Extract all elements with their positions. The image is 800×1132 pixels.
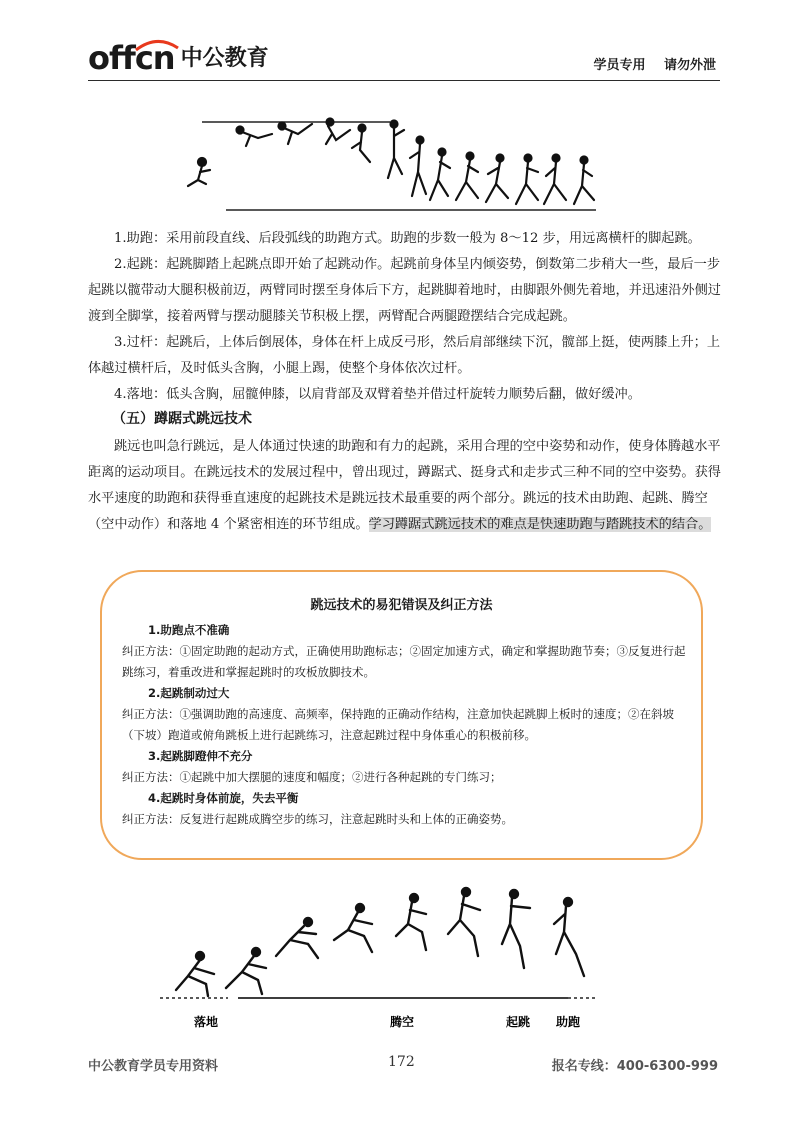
- error-item-heading: 1.助跑点不准确: [148, 623, 230, 637]
- paragraph-bar-clearance: 3.过杆：起跳后，上体后倒展体，身体在杆上成反弓形，然后肩部继续下沉，髋部上挺，使两膝上升；上体越过横杆后，及时低头含胸，小腿上踢，使整个身体依次过杆。: [88, 335, 721, 376]
- label-landing: 落地: [194, 1015, 219, 1029]
- box-body: [122, 620, 687, 830]
- correction-text: 纠正方法：①起跳中加大摆腿的速度和幅度；②进行各种起跳的专门练习；: [122, 770, 502, 784]
- paragraph-long-jump-main: 跳远也叫急行跳远，是人体通过快速的助跑和有力的起跳，采用合理的空中姿势和动作，使身体腾越水平距离的运动项目。在跳远技术的发展过程中，曾出现过，蹲踞式、挺身式和走步式三种不同的空中姿势。获得水平速度的助跑和获得垂直速度的起跳技术是跳远技术最重要的两个部分。跳远的技术由助跑、起跳、腾空（空中动作）和落地 4 个紧密相连的环节组成。: [88, 439, 721, 532]
- footer-hotline: 报名专线：400-6300-999: [551, 1059, 718, 1074]
- error-item-correction: [122, 641, 687, 683]
- label-takeoff: 起跳: [506, 1015, 531, 1029]
- error-item-correction: [122, 704, 687, 746]
- header-rule: [88, 80, 720, 81]
- page-number: 172: [388, 1054, 415, 1070]
- footer-left: 中公教育学员专用资料: [88, 1059, 219, 1074]
- box-title: 跳远技术的易犯错误及纠正方法: [310, 598, 493, 613]
- error-item-correction: [122, 809, 687, 830]
- highlighted-text: 学习蹲踞式跳远技术的难点是快速助跑与踏跳技术的结合。: [368, 517, 712, 532]
- long-jump-sequence-figure: [158, 880, 628, 1040]
- error-item-heading: 4.起跳时身体前旋，失去平衡: [148, 791, 299, 805]
- correction-text: 纠正方法：①固定助跑的起动方式，正确使用助跑标志；②固定加速方式，确定和掌握助跑节奏；③反复进行起跳练习，着重改进和掌握起跳时的攻板放脚技术。: [122, 644, 686, 679]
- paragraph-takeoff: 2.起跳：起跳脚踏上起跳点即开始了起跳动作。起跳前身体呈内倾姿势，倒数第二步稍大一些，最后一步起跳以髋带动大腿积极前迈，两臂同时摆至身体后下方，起跳脚着地时，由脚跟外侧先着地，并迅速沿外侧过渡到全脚掌，接着两臂与摆动腿膝关节积极上摆，两臂配合两腿蹬摆结合完成起跳。: [88, 257, 721, 324]
- high-jump-sequence-figure: [180, 100, 600, 215]
- error-item-correction: [122, 767, 687, 788]
- correction-text: 纠正方法：反复进行起跳成腾空步的练习，注意起跳时头和上体的正确姿势。: [122, 812, 513, 826]
- page-header: [88, 40, 720, 82]
- section-heading: （五）蹲踞式跳远技术: [112, 411, 252, 427]
- error-item-heading: 2.起跳制动过大: [148, 686, 230, 700]
- header-notice-1: 学员专用: [593, 58, 646, 73]
- label-run-up: 助跑: [556, 1015, 581, 1029]
- logo-text-cn: 中公教育: [180, 46, 269, 71]
- logo-arc-icon: [134, 38, 180, 52]
- paragraph-approach: 1.助跑：采用前段直线、后段弧线的助跑方式。助跑的步数一般为 8～12 步，用远离横杆的脚起跳。: [114, 231, 701, 246]
- header-notice-2: 请勿外泄: [663, 58, 716, 73]
- offcn-logo: [88, 40, 269, 76]
- common-errors-box: [100, 570, 703, 860]
- paragraph-long-jump-intro: [88, 434, 722, 538]
- logo-text-en: offcn: [88, 39, 175, 77]
- paragraph-landing: 4.落地：低头含胸，屈髋伸膝，以肩背部及双臂着垫并借过杆旋转力顺势后翻，做好缓冲。: [114, 387, 641, 402]
- header-notice: [593, 54, 716, 73]
- error-item-heading: 3.起跳脚蹬伸不充分: [148, 749, 253, 763]
- correction-text: 纠正方法：①强调助跑的高速度、高频率，保持跑的正确动作结构，注意加快起跳脚上板时的速度；②在斜坡（下坡）跑道或俯角跳板上进行起跳练习，注意起跳过程中身体重心的积极前移。: [122, 707, 674, 742]
- label-flight: 腾空: [390, 1015, 415, 1029]
